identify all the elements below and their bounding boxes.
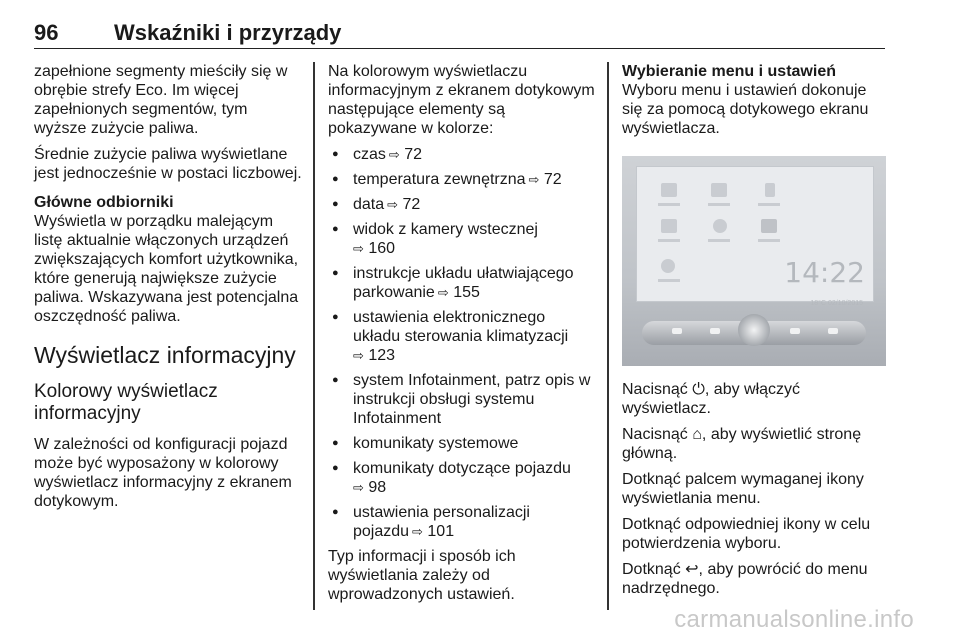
- list-item: ● komunikaty dotyczące pojazdu ⇨ 98: [328, 459, 596, 497]
- column-divider: [607, 62, 609, 610]
- chapter-title: Wskaźniki i przyrządy: [114, 20, 342, 45]
- back-arrow-icon: ↩: [685, 561, 699, 578]
- watermark: carmanualsonline.info: [674, 606, 914, 633]
- paragraph: Na kolorowym wyświetlaczu informacyjnym z ekranem dotykowym następujące elementy są pokazywane w kolorze:: [328, 63, 595, 137]
- arrow-icon: ⇨: [353, 480, 364, 495]
- list-item: ● ustawienia elektronicznego układu sterowania klimatyzacji ⇨ 123: [328, 308, 596, 365]
- icon-label: [658, 279, 680, 282]
- phone-icon: [711, 183, 727, 197]
- radio-icon: [661, 219, 677, 233]
- paragraph: Dotknąć odpowiedniej ikony w celu potwierdzenia wyboru.: [622, 516, 871, 552]
- power-knob[interactable]: [738, 314, 770, 346]
- column-1: [34, 62, 302, 518]
- page-reference[interactable]: ⇨ 123: [353, 347, 396, 364]
- list-item: ● czas ⇨ 72: [328, 145, 596, 164]
- page-reference[interactable]: ⇨ 155: [437, 284, 480, 301]
- gear-icon: [761, 219, 777, 233]
- list-item: ● temperatura zewnętrzna ⇨ 72: [328, 170, 596, 189]
- arrow-icon: ⇨: [437, 285, 449, 300]
- list-item: ● ustawienia personalizacji pojazdu ⇨ 101: [328, 503, 596, 541]
- clock: 14:22: [784, 256, 865, 289]
- paragraph: Średnie zużycie paliwa wyświetlane jest jednocześnie w postaci liczbowej.: [34, 146, 302, 182]
- column-divider: [313, 62, 315, 610]
- power-icon: ⏻: [692, 381, 705, 398]
- page-reference[interactable]: ⇨ 101: [412, 523, 455, 540]
- chapter-heading: Wyświetlacz informacyjny: [34, 342, 296, 368]
- arrow-icon: ⇨: [528, 172, 540, 187]
- paragraph: zapełnione segmenty mieściły się w obrębie strefy Eco. Im więcej zapełnionych segmentów, tym wyższe zużycie paliwa.: [34, 63, 288, 137]
- icon-label: [658, 239, 680, 242]
- icon-label: [708, 203, 730, 206]
- settings-icon: [713, 219, 727, 233]
- paragraph: Dotknąć palcem wymaganej ikony wyświetlania menu.: [622, 471, 864, 507]
- arrow-icon: ⇨: [353, 241, 364, 256]
- steering-wheel-icon: [661, 259, 675, 273]
- list-item: ● instrukcje układu ułatwiającego parkowanie ⇨ 155: [328, 264, 596, 302]
- subsection-heading: Kolorowy wyświetlacz informacyjny: [34, 381, 218, 424]
- navigation-icon: [765, 183, 775, 197]
- display-photo: [622, 156, 886, 366]
- paragraph: W zależności od konfiguracji pojazd może być wyposażony w kolorowy wyświetlacz informacyjny z ekranem dotykowym.: [34, 436, 292, 510]
- page-reference[interactable]: ⇨ 72: [387, 196, 421, 213]
- paragraph: Typ informacji i sposób ich wyświetlania zależy od wprowadzonych ustawień.: [328, 548, 516, 603]
- icon-label: [758, 239, 780, 242]
- prev-button[interactable]: [710, 328, 720, 334]
- paragraph: Wyboru menu i ustawień dokonuje się za pomocą dotykowego ekranu wyświetlacza.: [622, 82, 869, 137]
- back-button[interactable]: [828, 328, 838, 334]
- list-item: ● widok z kamery wstecznej ⇨ 160: [328, 220, 596, 258]
- music-icon: [661, 183, 677, 197]
- page-reference[interactable]: ⇨ 98: [353, 479, 387, 496]
- page-reference[interactable]: ⇨ 72: [388, 146, 423, 163]
- paragraph: Dotknąć ↩, aby powrócić do menu nadrzędnego.: [622, 561, 868, 597]
- page-reference[interactable]: ⇨ 72: [528, 171, 562, 188]
- paragraph: Nacisnąć ⏻, aby włączyć wyświetlacz.: [622, 381, 801, 417]
- column-2: [328, 62, 596, 611]
- next-button[interactable]: [790, 328, 800, 334]
- section-heading: Wybieranie menu i ustawień: [622, 63, 836, 80]
- feature-list: [328, 145, 596, 541]
- arrow-icon: ⇨: [412, 524, 423, 539]
- arrow-icon: ⇨: [387, 197, 399, 212]
- touchscreen-display: [636, 166, 874, 307]
- list-item: ● system Infotainment, patrz opis w instrukcji obsługi systemu Infotainment: [328, 371, 596, 428]
- list-item: ● data ⇨ 72: [328, 195, 596, 214]
- temperature-date: 18°C 02/10/2015: [810, 300, 863, 307]
- column-3: [622, 62, 888, 605]
- paragraph: Nacisnąć ⌂, aby wyświetlić stronę główną.: [622, 426, 862, 462]
- paragraph: Wyświetla w porządku malejącym listę aktualnie włączonych urządzeń zwiększających komfort użytkownika, które generują największe zużycie paliwa. Wskazywana jest potencjalna oszczędność paliwa.: [34, 213, 299, 325]
- section-heading: Główne odbiorniki: [34, 194, 174, 211]
- page-header: [34, 0, 885, 49]
- icon-label: [758, 203, 780, 206]
- icon-label: [658, 203, 680, 206]
- arrow-icon: ⇨: [353, 348, 364, 363]
- arrow-icon: ⇨: [388, 147, 400, 162]
- icon-label: [708, 239, 730, 242]
- page-reference[interactable]: ⇨ 160: [353, 240, 396, 257]
- list-item: ● komunikaty systemowe: [328, 434, 596, 453]
- home-button[interactable]: [672, 328, 682, 334]
- page-number: 96: [34, 20, 59, 45]
- home-icon: ⌂: [692, 426, 702, 443]
